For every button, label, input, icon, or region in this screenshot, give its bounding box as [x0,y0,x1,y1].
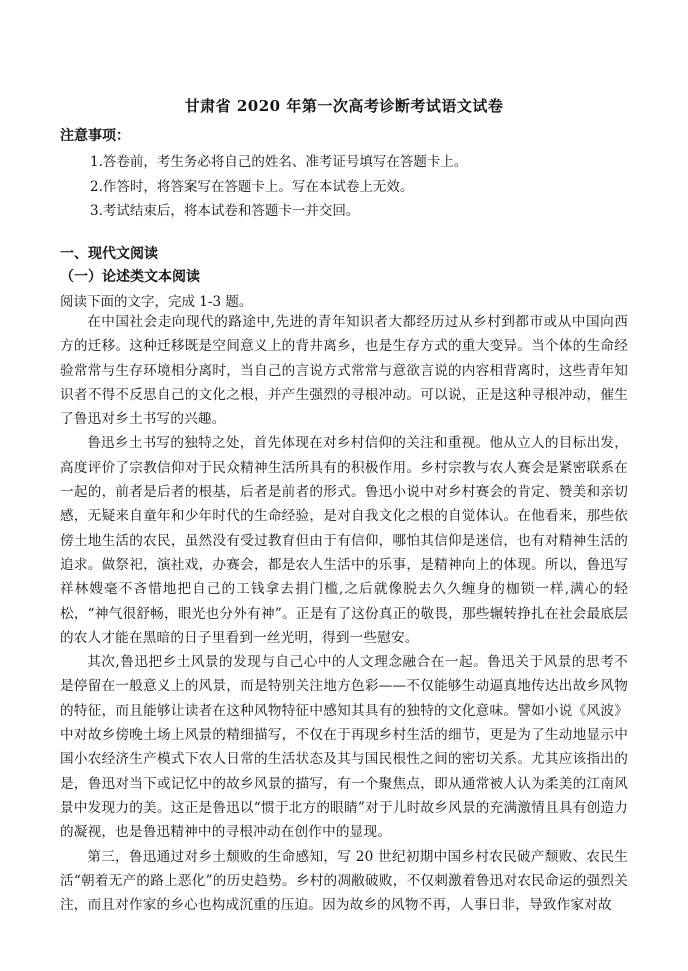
notice-item-1: 1.答卷前，考生务必将自己的姓名、准考证号填写在答题卡上。 [90,154,468,170]
notice-heading: 注意事项： [60,128,130,144]
notice-item-3: 3.考试结束后，将本试卷和答题卡一并交回。 [90,203,360,219]
subsection-heading: （一）论述类文本阅读 [60,269,200,285]
article-body [60,310,628,917]
paragraph-3: 其次,鲁迅把乡土风景的发现与自己心中的人文理念融合在一起。鲁迅关于风景的思考不是停留在一般意义上的风景，而是特别关注地方色彩——不仅能够生动逼真地传达出故乡风物的特征，而且能够让读者在这种风物特征中感知其具有的独特的文化意味。譬如小说《风波》中对故乡傍晚土场上风景的精细描写，不仅在于再现乡村生活的细节，更是为了生动地显示中国小农经济生产模式下农人日常的生活状态及其与国民根性之间的密切关系。尤其应该指出的是，鲁迅对当下或记忆中的故乡风景的描写，有一个聚焦点，即从通常被人认为柔美的江南风景中发现力的美。这正是鲁迅以“惯于北方的眼睛”对于儿时故乡风景的充满激情且具有创造力的凝视，也是鲁迅精神中的寻根冲动在创作中的显现。 [60,654,628,841]
page-title: 甘肃省 2020 年第一次高考诊断考试语文试卷 [184,97,504,115]
paragraph-2: 鲁迅乡土书写的独特之处，首先体现在对乡村信仰的关注和重视。他从立人的目标出发，高度评价了宗教信仰对于民众精神生活所具有的积极作用。乡村宗教与农人赛会是紧密联系在一起的，前者是后者的根基，后者是前者的形式。鲁迅小说中对乡村赛会的肯定、赞美和亲切感，无疑来自童年和少年时代的生命经验，是对自我文化之根的自觉体认。在他看来，那些依傍土地生活的农民，虽然没有受过教育但由于有信仰，哪怕其信仰是迷信，也有对精神生活的追求。做祭祀，演社戏，办赛会，都是农人生活中的乐事，是精神向上的体现。所以，鲁迅写祥林嫂毫不吝惜地把自己的工钱拿去捐门槛,之后就像脱去久久缠身的枷锁一样,满心的轻松，“神气很舒畅，眼光也分外有神”。正是有了这份真正的敬畏，那些辗转挣扎在社会最底层的农人才能在黑暗的日子里看到一丝光明，得到一些慰安。 [60,435,628,646]
notice-item-2: 2.作答时，将答案写在答题卡上。写在本试卷上无效。 [90,179,414,195]
reading-instruction: 阅读下面的文字，完成 1-3 题。 [60,294,253,310]
paragraph-1: 在中国社会走向现代的路途中,先进的青年知识者大都经历过从乡村到都市或从中国向西方的迁移。这种迁移既是空间意义上的背井离乡，也是生存方式的重大变异。当个体的生命经验常常与生存环境相分离时，当自己的言说方式常常与意欲言说的内容相背离时，这些青年知识者不得不反思自己的文化之根，并产生强烈的寻根冲动。可以说，正是这种寻根冲动，催生了鲁迅对乡土书写的兴趣。 [60,314,628,428]
paragraph-4: 第三，鲁迅通过对乡土颓败的生命感知，写 20 世纪初期中国乡村农民破产颓败、农民生活“朝着无产的路上恶化”的历史趋势。乡村的凋敝破败，不仅刺激着鲁迅对农民命运的强烈关注，而且对作家的乡心也构成沉重的压迫。因为故乡的风物不再，人事日非，导致作家对故 [60,848,628,914]
section-heading: 一、现代文阅读 [60,246,158,262]
